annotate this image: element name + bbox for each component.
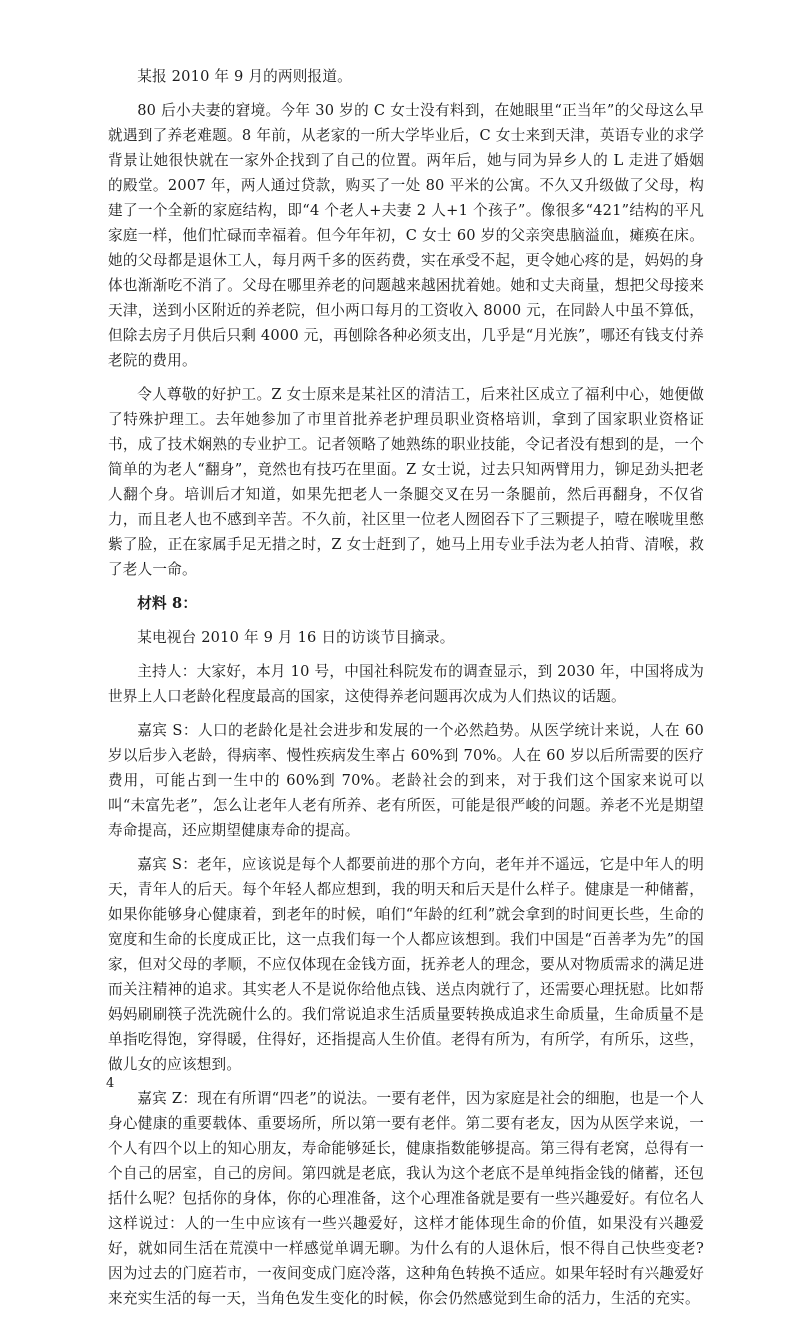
- host-paragraph: 主持人：大家好，本月 10 号，中国社科院发布的调查显示，到 2030 年，中国将成为世界上人口老龄化程度最高的国家，这使得养老问题再次成为人们热议的话题。: [108, 663, 704, 705]
- intro-line: 某报 2010 年 9 月的两则报道。: [137, 68, 352, 85]
- page-number: 4: [106, 1076, 115, 1091]
- report-1-paragraph: 80 后小夫妻的窘境。今年 30 岁的 C 女士没有料到，在她眼里“正当年”的父母这么早就遇到了养老难题。8 年前，从老家的一所大学毕业后，C 女士来到天津，英语专业的求学背景让她很快就在一家外企找到了自己的位置。两年后，她与同为异乡人的 L 走进了婚姻的殿堂。2007 年，两人通过贷款，购买了一处 80 平米的公寓。不久又升级做了父母，构建了一个全新的家庭结构，即“4 个老人+夫妻 2 人+1 个孩子”。像很多“421”结构的平凡家庭一样，他们忙碌而幸福着。但今年年初，C 女士 60 岁的父亲突患脑溢血，瘫痪在床。她的父母都是退休工人，每月两千多的医药费，实在承受不起，更令她心疼的是，妈妈的身体也渐渐吃不消了。父母在哪里养老的问题越来越困扰着她。她和丈夫商量，想把父母接来天津，送到小区附近的养老院，但小两口每月的工资收入 8000 元，在同龄人中虽不算低，但除去房子月供后只剩 4000 元，再刨除各种必须支出，几乎是“月光族”，哪还有钱支付养老院的费用。: [108, 102, 704, 369]
- interview-intro-line: 某电视台 2010 年 9 月 16 日的访谈节目摘录。: [137, 629, 455, 646]
- guest-s-paragraph-2: 嘉宾 S：老年，应该说是每个人都要前进的那个方向，老年并不遥远，它是中年人的明天，青年人的后天。每个年轻人都应想到，我的明天和后天是什么样子。健康是一种储蓄，如果你能够身心健康着，到老年的时候，咱们“年龄的红利”就会拿到的时间更长些，生命的宽度和生命的长度成正比，这一点我们每一个人都应该想到。我们中国是“百善孝为先”的国家，但对父母的孝顺，不应仅体现在金钱方面，抚养老人的理念，要从对物质需求的满足进而关注精神的追求。其实老人不是说你给他点钱、送点肉就行了，还需要心理抚慰。比如帮妈妈刷刷筷子洗洗碗什么的。我们常说追求生活质量要转换成追求生命质量，生命质量不是单指吃得饱，穿得暖，住得好，还指提高人生价值。老得有所为，有所学，有所乐，这些，做儿女的应该想到。: [108, 856, 704, 1073]
- report-2-paragraph: 令人尊敬的好护工。Z 女士原来是某社区的清洁工，后来社区成立了福利中心，她便做了特殊护理工。去年她参加了市里首批养老护理员职业资格培训，拿到了国家职业资格证书，成了技术娴熟的专业护工。记者领略了她熟练的职业技能，令记者没有想到的是，一个简单的为老人“翻身”，竟然也有技巧在里面。Z 女士说，过去只知两臂用力，铆足劲头把老人翻个身。培训后才知道，如果先把老人一条腿交叉在另一条腿前，然后再翻身，不仅省力，而且老人也不感到辛苦。不久前，社区里一位老人囫囵吞下了三颗提子，噎在喉咙里憋紫了脸，正在家属手足无措之时，Z 女士赶到了，她马上用专业手法为老人拍背、清喉，救了老人一命。: [108, 386, 704, 578]
- guest-s-paragraph-1: 嘉宾 S：人口的老龄化是社会进步和发展的一个必然趋势。从医学统计来说，人在 60 岁以后步入老龄，得病率、慢性疾病发生率占 60%到 70%。人在 60 岁以后所需要的医疗费用，可能占到一生中的 60%到 70%。老龄社会的到来，对于我们这个国家来说可以叫“未富先老”，怎么让老年人老有所养、老有所医，可能是很严峻的问题。养老不光是期望寿命提高，还应期望健康寿命的提高。: [108, 722, 704, 839]
- material-8-heading: 材料 8：: [137, 595, 198, 612]
- guest-z-paragraph: 嘉宾 Z：现在有所谓“四老”的说法。一要有老伴，因为家庭是社会的细胞，也是一个人身心健康的重要载体、重要场所，所以第一要有老伴。第二要有老友，因为从医学来说，一个人有四个以上的知心朋友，寿命能够延长，健康指数能够提高。第三得有老窝，总得有一个自己的居室，自己的房间。第四就是老底，我认为这个老底不是单纯指金钱的储蓄，还包括什么呢？包括你的身体，你的心理准备，这个心理准备就是要有一些兴趣爱好。有位名人这样说过：人的一生中应该有一些兴趣爱好，这样才能体现生命的价值，如果没有兴趣爱好，就如同生活在荒漠中一样感觉单调无聊。为什么有的人退休后，恨不得自己快些变老?因为过去的门庭若市，一夜间变成门庭冷落，这种角色转换不适应。如果年轻时有兴趣爱好来充实生活的每一天，当角色发生变化的时候，你会仍然感觉到生命的活力，生活的充实。: [108, 1090, 704, 1307]
